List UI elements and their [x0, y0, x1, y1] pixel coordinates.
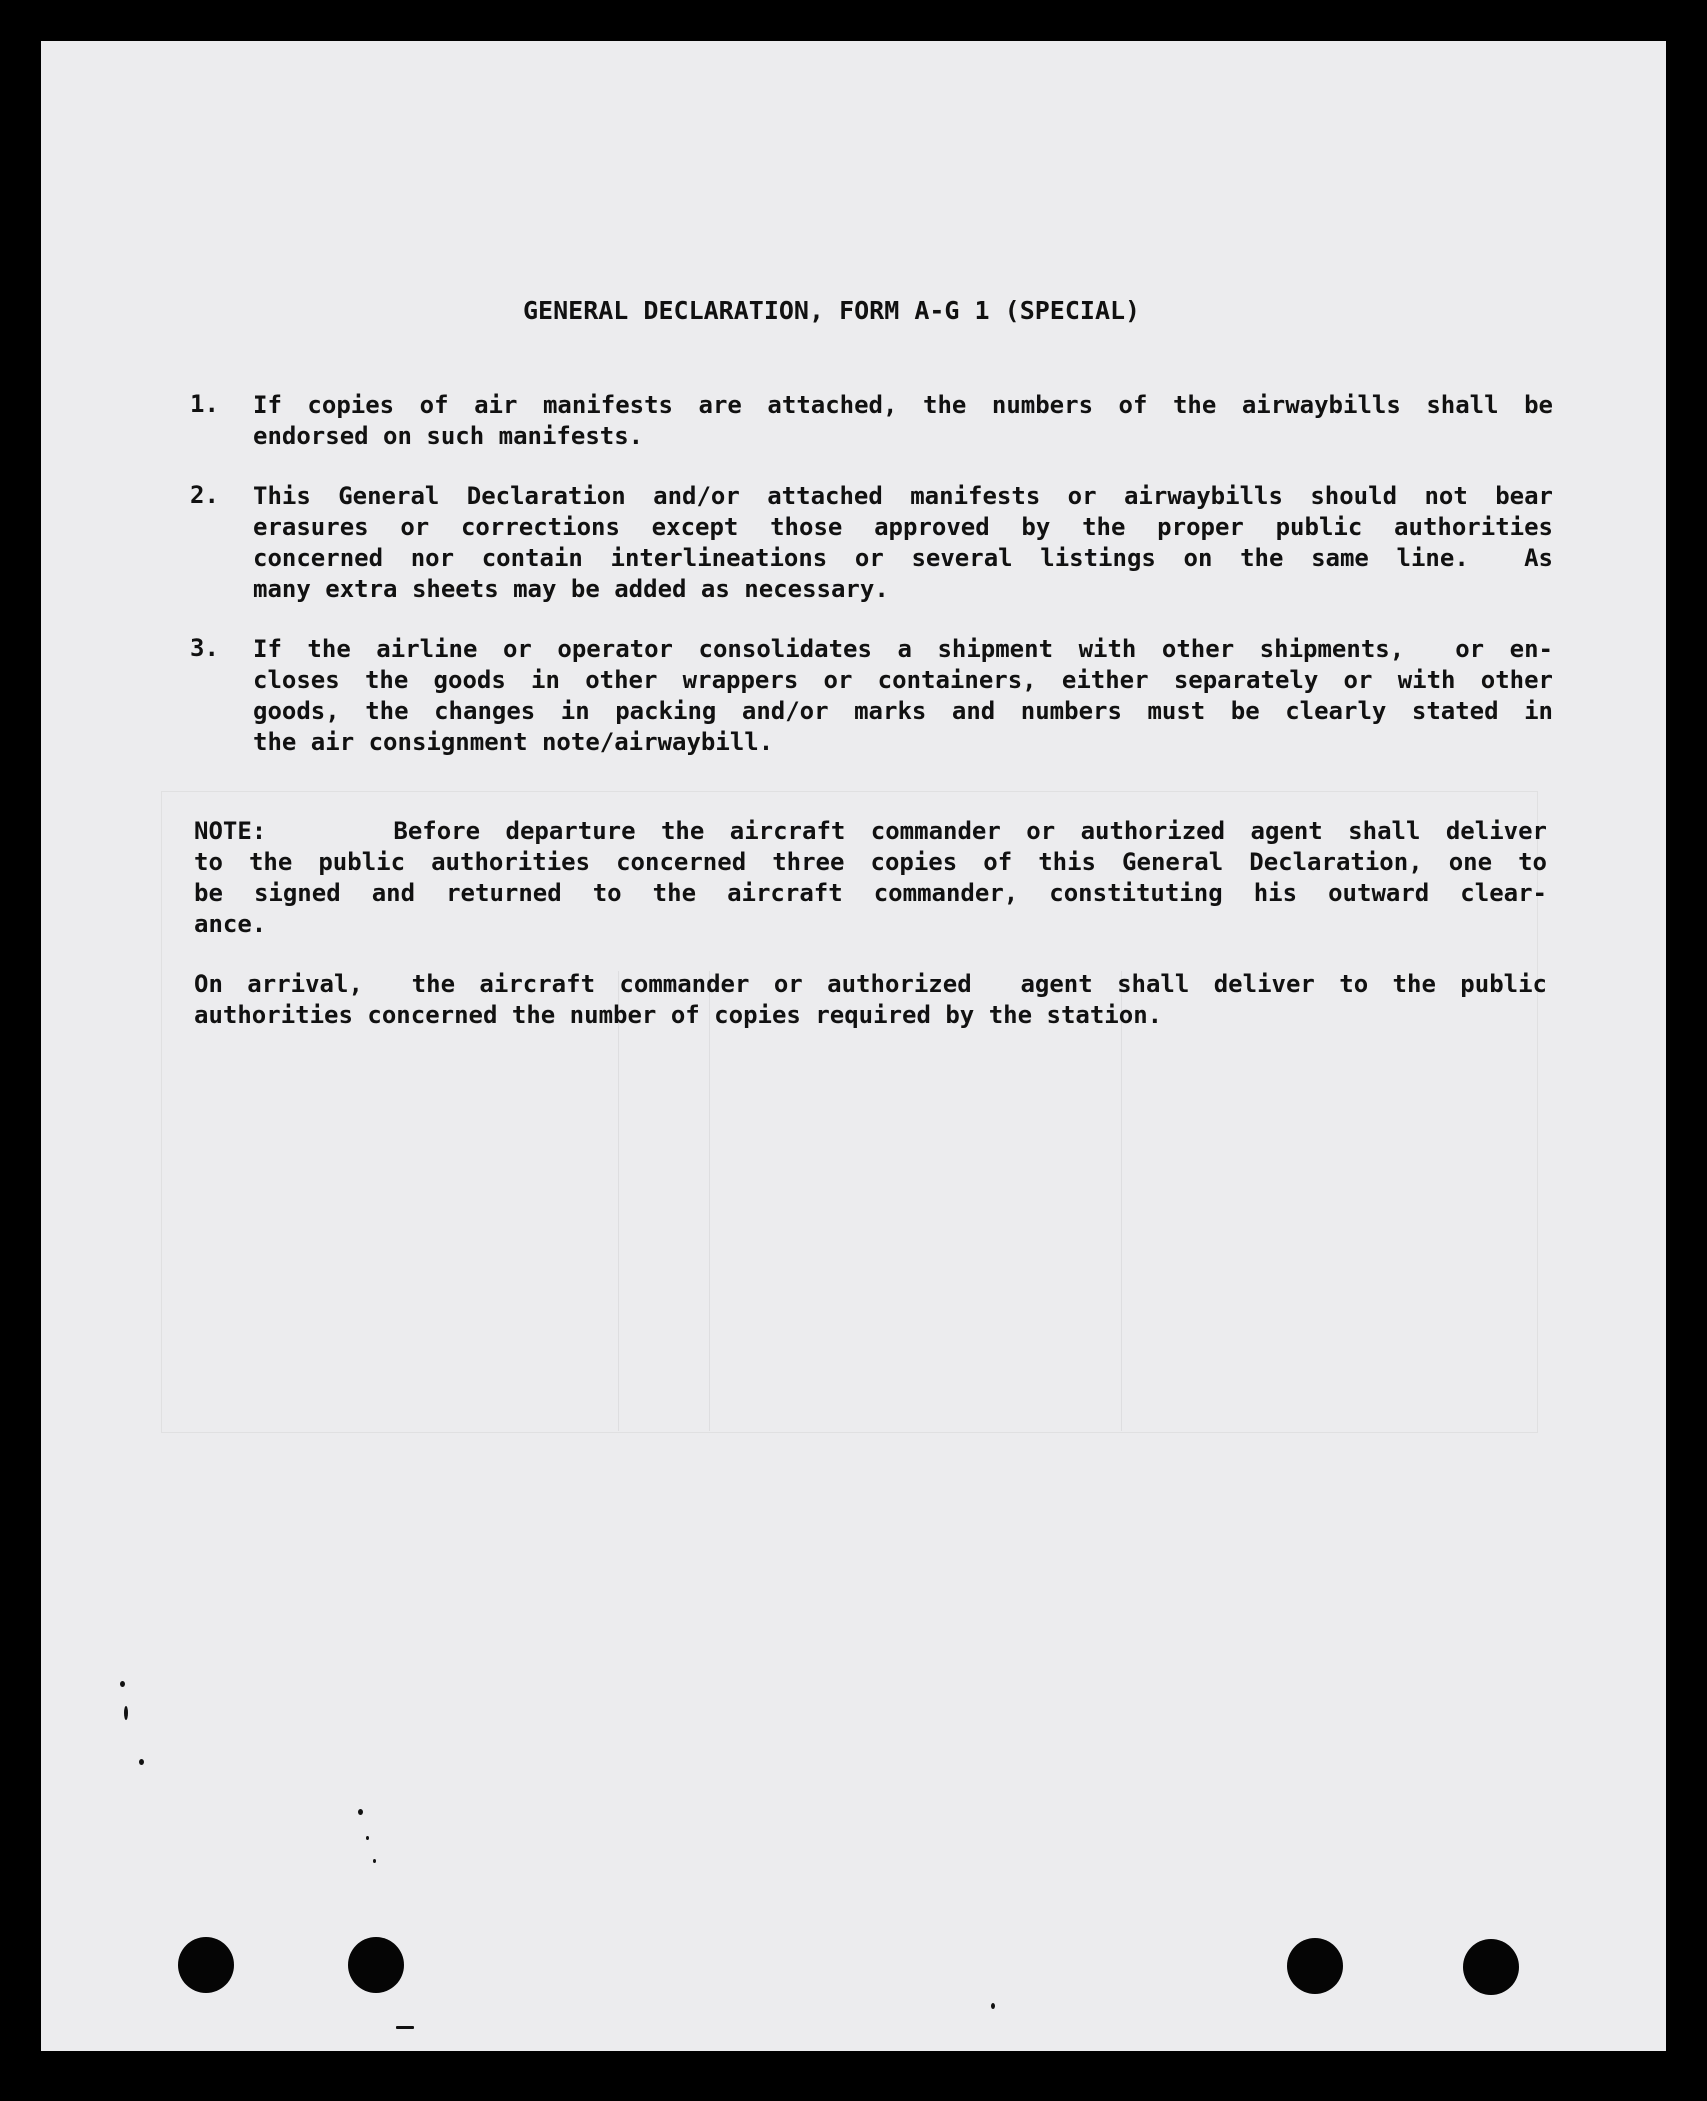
note-paragraph: [194, 816, 1547, 940]
show-through-line: [709, 971, 710, 1431]
text-line: closes the goods in other wrappers or containers, either separately or with other: [253, 666, 1553, 694]
list-item-text: [253, 390, 1553, 452]
page-title: GENERAL DECLARATION, FORM A-G 1 (SPECIAL): [523, 296, 1141, 325]
punch-hole: [1287, 1938, 1343, 1994]
scan-speck: [124, 1706, 128, 1720]
text-line: be signed and returned to the aircraft commander, constituting his outward clear-: [194, 879, 1547, 907]
punch-hole: [348, 1937, 404, 1993]
text-line: erasures or corrections except those approved by the proper public authorities: [253, 513, 1553, 541]
scan-speck: [358, 1809, 363, 1815]
text-line: goods, the changes in packing and/or marks and numbers must be clearly stated in: [253, 697, 1553, 725]
show-through-line: [618, 971, 619, 1431]
list-item-text: [253, 634, 1553, 758]
text-line: many extra sheets may be added as necessary.: [253, 575, 889, 603]
text-line: authorities concerned the number of copies required by the station.: [194, 1001, 1163, 1029]
text-line: concerned nor contain interlineations or several listings on the same line. As: [253, 544, 1553, 572]
show-through-line: [1121, 971, 1122, 1431]
list-item-number: 1.: [190, 390, 219, 418]
document-page: [41, 41, 1666, 2051]
text-line: This General Declaration and/or attached manifests or airwaybills should not bear: [253, 482, 1553, 510]
list-item-number: 3.: [190, 634, 219, 662]
text-line: NOTE: Before departure the aircraft commander or authorized agent shall deliver: [194, 817, 1547, 845]
list-item-number: 2.: [190, 481, 219, 509]
scan-speck: [396, 2026, 414, 2029]
scan-speck: [373, 1859, 376, 1863]
scan-speck: [366, 1836, 369, 1840]
text-line: the air consignment note/airwaybill.: [253, 728, 774, 756]
scan-speck: [120, 1681, 125, 1687]
arrival-paragraph: [194, 969, 1547, 1031]
scan-speck: [139, 1759, 144, 1765]
text-line: to the public authorities concerned three copies of this General Declaration, one to: [194, 848, 1547, 876]
text-line: ance.: [194, 910, 267, 938]
text-line: endorsed on such manifests.: [253, 422, 644, 450]
text-line: If copies of air manifests are attached, the numbers of the airwaybills shall be: [253, 391, 1553, 419]
text-line: If the airline or operator consolidates a shipment with other shipments, or en-: [253, 635, 1553, 663]
punch-hole: [1463, 1939, 1519, 1995]
text-line: On arrival, the aircraft commander or authorized agent shall deliver to the public: [194, 970, 1547, 998]
list-item-text: [253, 481, 1553, 605]
punch-hole: [178, 1937, 234, 1993]
scan-speck: [991, 2003, 995, 2009]
